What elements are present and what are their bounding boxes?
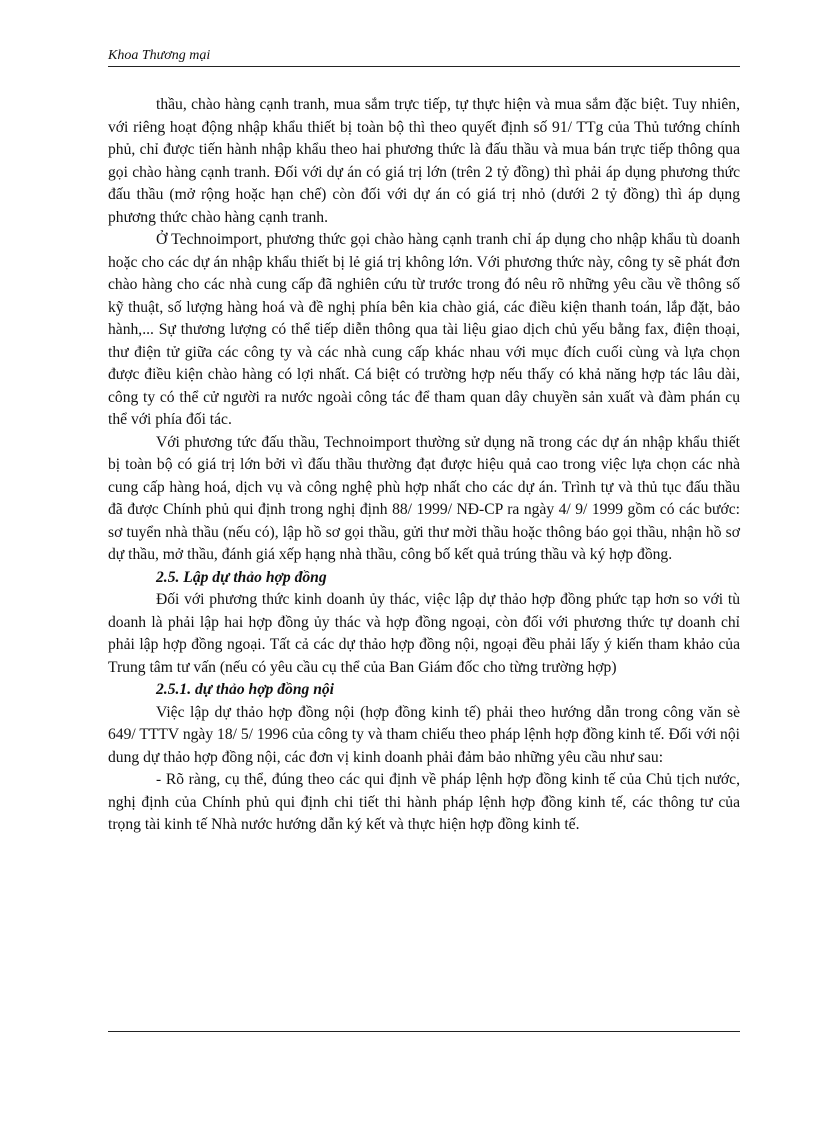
page-header xyxy=(108,46,740,67)
footer-divider xyxy=(108,1031,740,1032)
document-body xyxy=(108,94,740,837)
section-heading-2-5-1: 2.5.1. dự thảo hợp đồng nội xyxy=(156,681,335,698)
bullet-item: - Rõ ràng, cụ thể, đúng theo các qui định về pháp lệnh hợp đồng kinh tế của Chủ tịch nước, nghị định của Chính phủ qui định chi tiết thi hành pháp lệnh hợp đồng kinh tế, các thông tư của trọng tài kinh tế Nhà nước hướng dẫn ký kết và thực hiện hợp đồng kinh tế. xyxy=(108,771,740,833)
paragraph-2: Ở Technoimport, phương thức gọi chào hàng cạnh tranh chỉ áp dụng cho nhập khẩu tù doanh hoặc cho các dự án nhập khẩu thiết bị lẻ giá trị không lớn. Với phương thức này, công ty sẽ phát đơn chào hàng cho các nhà cung cấp đã nghiên cứu từ trước trong đó nêu rõ những yêu cầu về thông số kỹ thuật, số lượng hàng hoá và đề nghị phía bên kia chào giá, các điều kiện thanh toán, lắp đặt, bảo hành,... Sự thương lượng có thể tiếp diễn thông qua tài liệu giao dịch chủ yếu bằng fax, điện thoại, thư điện tử giữa các công ty và các nhà cung cấp khác nhau với mục đích cuối cùng và lựa chọn được điều kiện chào hàng có lợi nhất. Cá biệt có trường hợp nếu thấy có khả năng hợp tác lâu dài, công ty có thể cử người ra nước ngoài công tác để tham quan dây chuyền sản xuất và đàm phán cụ thể với phía đối tác. xyxy=(108,231,740,428)
header-text: Khoa Thương mại xyxy=(108,48,211,63)
section-2-5-1-paragraph: Việc lập dự thảo hợp đồng nội (hợp đồng kinh tế) phải theo hướng dẫn trong công văn sè 649/ TTTV ngày 18/ 5/ 1996 của công ty và tham chiếu theo pháp lệnh hợp đồng kinh tế. Đối với nội dung dự thảo hợp đồng nội, các đơn vị kinh doanh phải đảm bảo những yêu cầu như sau: xyxy=(108,703,740,766)
paragraph-1: thầu, chào hàng cạnh tranh, mua sắm trực tiếp, tự thực hiện và mua sắm đặc biệt. Tuy nhiên, với riêng hoạt động nhập khẩu thiết bị toàn bộ thì theo quyết định số 91/ TTg của Thủ tướng chính phủ, chỉ được tiến hành nhập khẩu theo hai phương thức là đấu thầu và mua bán trực tiếp thông qua gọi chào hàng cạnh tranh. Đối với dự án có giá trị lớn (trên 2 tỷ đồng) thì phải áp dụng phương thức đấu thầu (mở rộng hoặc hạn chế) còn đối với dự án có giá trị nhỏ (dưới 2 tỷ đồng) thì áp dụng phương thức chào hàng cạnh tranh. xyxy=(108,96,740,226)
section-2-5-paragraph: Đối với phương thức kinh doanh ủy thác, việc lập dự thảo hợp đồng phức tạp hơn so với tù doanh là phải lập hai hợp đồng ủy thác và hợp đồng ngoại, còn đối với phương thức tự doanh chỉ phải lập hợp đồng ngoại. Tất cả các dự thảo hợp đồng nội, ngoại đều phải lấy ý kiến tham khảo của Trung tâm tư vấn (nếu có yêu cầu cụ thể của Ban Giám đốc cho từng trường hợp) xyxy=(108,591,740,676)
section-heading-2-5: 2.5. Lập dự thảo hợp đồng xyxy=(156,568,327,586)
paragraph-3: Với phương tức đấu thầu, Technoimport thường sử dụng nã trong các dự án nhập khẩu thiết bị toàn bộ có giá trị lớn bởi vì đấu thầu thường đạt được hiệu quả cao trong việc lựa chọn các nhà cung cấp hàng hoá, dịch vụ và công nghệ phù hợp nhất cho các dự án. Trình tự và thủ tục đấu thầu đã được Chính phủ qui định trong nghị định 88/ 1999/ NĐ-CP ra ngày 4/ 9/ 1999 gồm có các bước: sơ tuyển nhà thầu (nếu có), lập hồ sơ gọi thầu, gửi thư mời thầu hoặc thông báo gọi thầu, nhận hồ sơ dự thầu, mở thầu, đánh giá xếp hạng nhà thầu, công bố kết quả trúng thầu và ký hợp đồng. xyxy=(108,433,740,563)
